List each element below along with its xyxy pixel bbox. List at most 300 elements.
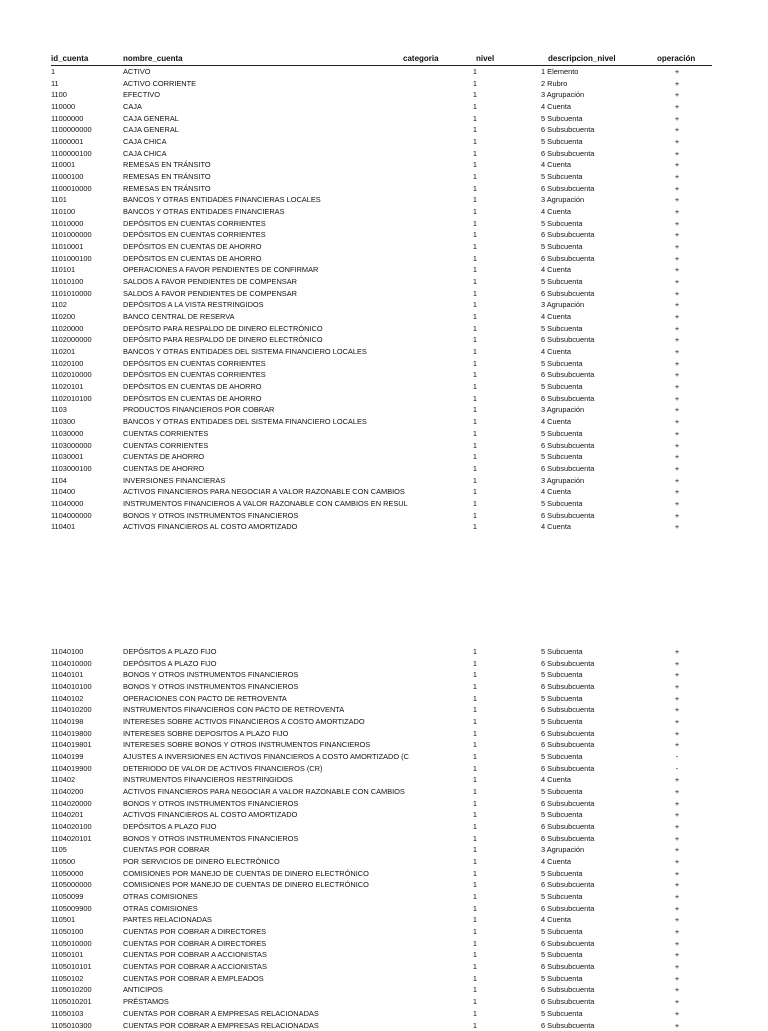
cell-nombre-cuenta: PARTES RELACIONADAS	[123, 914, 413, 926]
cell-operacion: +	[673, 961, 681, 973]
cell-operacion: +	[673, 844, 681, 856]
cell-nivel: 1	[469, 183, 477, 195]
cell-descripcion-nivel: 5 Subcuenta	[541, 358, 583, 370]
cell-operacion: +	[673, 369, 681, 381]
cell-id-cuenta: 1105010201	[51, 996, 92, 1008]
cell-operacion: +	[673, 984, 681, 996]
cell-descripcion-nivel: 5 Subcuenta	[541, 498, 583, 510]
cell-id-cuenta: 11050099	[51, 891, 83, 903]
cell-nivel: 1	[469, 938, 477, 950]
cell-nivel: 1	[469, 369, 477, 381]
cell-nivel: 1	[469, 833, 477, 845]
cell-nombre-cuenta: ACTIVOS FINANCIEROS PARA NEGOCIAR A VALOR RAZONABLE CON CAMBIOS	[123, 486, 413, 498]
cell-nombre-cuenta: EFECTIVO	[123, 89, 413, 101]
cell-nivel: 1	[469, 903, 477, 915]
table-row	[51, 264, 712, 276]
cell-operacion: +	[673, 299, 681, 311]
header-descripcion-nivel: descripcion_nivel	[548, 53, 616, 65]
cell-nombre-cuenta: DEPÓSITOS A LA VISTA RESTRINGIDOS	[123, 299, 413, 311]
table-row	[51, 440, 712, 452]
cell-id-cuenta: 11040201	[51, 809, 83, 821]
accounts-table-top	[51, 53, 712, 533]
cell-nombre-cuenta: CUENTAS POR COBRAR A EMPRESAS RELACIONADAS	[123, 1008, 413, 1020]
cell-nivel: 1	[469, 984, 477, 996]
cell-operacion: +	[673, 926, 681, 938]
cell-nivel: 1	[469, 716, 477, 728]
cell-nivel: 1	[469, 809, 477, 821]
cell-nombre-cuenta: DEPÓSITOS EN CUENTAS DE AHORRO	[123, 253, 413, 265]
cell-operacion: -	[673, 751, 681, 763]
cell-descripcion-nivel: 5 Subcuenta	[541, 241, 583, 253]
cell-id-cuenta: 110201	[51, 346, 75, 358]
cell-id-cuenta: 11020000	[51, 323, 83, 335]
cell-operacion: +	[673, 498, 681, 510]
table-row	[51, 78, 712, 90]
cell-nivel: 1	[469, 159, 477, 171]
cell-operacion: +	[673, 101, 681, 113]
table-row	[51, 868, 712, 880]
cell-id-cuenta: 1101010000	[51, 288, 92, 300]
cell-nivel: 1	[469, 218, 477, 230]
cell-descripcion-nivel: 4 Cuenta	[541, 346, 571, 358]
cell-nombre-cuenta: ACTIVO CORRIENTE	[123, 78, 413, 90]
table-row	[51, 1020, 712, 1031]
table-row	[51, 113, 712, 125]
cell-descripcion-nivel: 5 Subcuenta	[541, 136, 583, 148]
cell-nombre-cuenta: CUENTAS CORRIENTES	[123, 440, 413, 452]
cell-nivel: 1	[469, 113, 477, 125]
cell-nivel: 1	[469, 276, 477, 288]
cell-operacion: +	[673, 704, 681, 716]
cell-descripcion-nivel: 5 Subcuenta	[541, 1008, 583, 1020]
cell-nombre-cuenta: CAJA GENERAL	[123, 124, 413, 136]
cell-nivel: 1	[469, 844, 477, 856]
cell-descripcion-nivel: 6 Subsubcuenta	[541, 821, 594, 833]
cell-operacion: +	[673, 938, 681, 950]
cell-nombre-cuenta: DEPÓSITOS A PLAZO FIJO	[123, 646, 413, 658]
cell-descripcion-nivel: 5 Subcuenta	[541, 381, 583, 393]
cell-id-cuenta: 110101	[51, 264, 75, 276]
cell-nombre-cuenta: INVERSIONES FINANCIERAS	[123, 475, 413, 487]
table-row	[51, 510, 712, 522]
cell-nombre-cuenta: BONOS Y OTROS INSTRUMENTOS FINANCIEROS	[123, 669, 413, 681]
cell-nivel: 1	[469, 926, 477, 938]
table-row	[51, 299, 712, 311]
cell-id-cuenta: 110200	[51, 311, 75, 323]
table-row	[51, 334, 712, 346]
cell-operacion: +	[673, 1020, 681, 1031]
cell-nivel: 1	[469, 856, 477, 868]
cell-nombre-cuenta: BONOS Y OTROS INSTRUMENTOS FINANCIEROS	[123, 798, 413, 810]
table-row	[51, 253, 712, 265]
table-row	[51, 763, 712, 775]
cell-descripcion-nivel: 6 Subsubcuenta	[541, 510, 594, 522]
table-row	[51, 914, 712, 926]
cell-nombre-cuenta: BANCOS Y OTRAS ENTIDADES DEL SISTEMA FINANCIERO LOCALES	[123, 346, 413, 358]
table-row	[51, 475, 712, 487]
table-row	[51, 704, 712, 716]
cell-operacion: +	[673, 669, 681, 681]
cell-nombre-cuenta: ACTIVOS FINANCIEROS AL COSTO AMORTIZADO	[123, 521, 413, 533]
header-categoria: categoria	[403, 53, 439, 65]
cell-operacion: +	[673, 903, 681, 915]
cell-descripcion-nivel: 5 Subcuenta	[541, 973, 583, 985]
header-nombre-cuenta: nombre_cuenta	[123, 53, 413, 65]
table-row	[51, 856, 712, 868]
cell-nombre-cuenta: INSTRUMENTOS FINANCIEROS CON PACTO DE RETROVENTA	[123, 704, 413, 716]
table-row	[51, 693, 712, 705]
cell-nivel: 1	[469, 136, 477, 148]
cell-operacion: +	[673, 821, 681, 833]
cell-id-cuenta: 11010000	[51, 218, 83, 230]
cell-operacion: +	[673, 253, 681, 265]
cell-id-cuenta: 110001	[51, 159, 75, 171]
cell-descripcion-nivel: 6 Subsubcuenta	[541, 229, 594, 241]
cell-nivel: 1	[469, 973, 477, 985]
table-row	[51, 903, 712, 915]
cell-nombre-cuenta: CUENTAS CORRIENTES	[123, 428, 413, 440]
cell-nivel: 1	[469, 346, 477, 358]
cell-nivel: 1	[469, 1020, 477, 1031]
cell-nivel: 1	[469, 879, 477, 891]
cell-nombre-cuenta: INTERESES SOBRE BONOS Y OTROS INSTRUMENTOS FINANCIEROS	[123, 739, 413, 751]
table-row	[51, 926, 712, 938]
table-row	[51, 833, 712, 845]
cell-id-cuenta: 1104020000	[51, 798, 92, 810]
cell-descripcion-nivel: 5 Subcuenta	[541, 949, 583, 961]
table-row	[51, 1008, 712, 1020]
cell-descripcion-nivel: 5 Subcuenta	[541, 693, 583, 705]
cell-id-cuenta: 110400	[51, 486, 75, 498]
table-row	[51, 891, 712, 903]
cell-descripcion-nivel: 6 Subsubcuenta	[541, 798, 594, 810]
cell-nivel: 1	[469, 229, 477, 241]
table-row	[51, 961, 712, 973]
cell-descripcion-nivel: 3 Agrupación	[541, 844, 584, 856]
cell-nombre-cuenta: DEPÓSITOS EN CUENTAS DE AHORRO	[123, 381, 413, 393]
cell-nivel: 1	[469, 404, 477, 416]
cell-nombre-cuenta: BANCOS Y OTRAS ENTIDADES FINANCIERAS LOCALES	[123, 194, 413, 206]
cell-operacion: +	[673, 809, 681, 821]
cell-nivel: 1	[469, 669, 477, 681]
cell-operacion: +	[673, 973, 681, 985]
cell-id-cuenta: 1105010101	[51, 961, 92, 973]
cell-operacion: +	[673, 89, 681, 101]
cell-id-cuenta: 11050103	[51, 1008, 83, 1020]
table-row	[51, 658, 712, 670]
table-row	[51, 171, 712, 183]
cell-nombre-cuenta: CUENTAS POR COBRAR A ACCIONISTAS	[123, 961, 413, 973]
cell-operacion: +	[673, 148, 681, 160]
cell-id-cuenta: 1102010000	[51, 369, 92, 381]
table-row	[51, 938, 712, 950]
cell-nombre-cuenta: CUENTAS POR COBRAR A DIRECTORES	[123, 926, 413, 938]
cell-descripcion-nivel: 5 Subcuenta	[541, 276, 583, 288]
cell-nombre-cuenta: DEPÓSITOS A PLAZO FIJO	[123, 658, 413, 670]
cell-nivel: 1	[469, 704, 477, 716]
cell-operacion: +	[673, 124, 681, 136]
cell-nombre-cuenta: INSTRUMENTOS FINANCIEROS RESTRINGIDOS	[123, 774, 413, 786]
cell-operacion: +	[673, 728, 681, 740]
cell-operacion: +	[673, 393, 681, 405]
cell-descripcion-nivel: 6 Subsubcuenta	[541, 1020, 594, 1031]
cell-id-cuenta: 1100000000	[51, 124, 92, 136]
cell-descripcion-nivel: 6 Subsubcuenta	[541, 938, 594, 950]
cell-nombre-cuenta: ACTIVOS FINANCIEROS AL COSTO AMORTIZADO	[123, 809, 413, 821]
cell-nombre-cuenta: SALDOS A FAVOR PENDIENTES DE COMPENSAR	[123, 288, 413, 300]
cell-nivel: 1	[469, 646, 477, 658]
cell-descripcion-nivel: 6 Subsubcuenta	[541, 879, 594, 891]
cell-nombre-cuenta: CAJA CHICA	[123, 136, 413, 148]
cell-id-cuenta: 110300	[51, 416, 75, 428]
cell-descripcion-nivel: 4 Cuenta	[541, 311, 571, 323]
cell-nombre-cuenta: OPERACIONES CON PACTO DE RETROVENTA	[123, 693, 413, 705]
table-row	[51, 821, 712, 833]
cell-nivel: 1	[469, 148, 477, 160]
table-row	[51, 973, 712, 985]
table-row	[51, 218, 712, 230]
table-row	[51, 949, 712, 961]
cell-nombre-cuenta: CAJA CHICA	[123, 148, 413, 160]
cell-id-cuenta: 110401	[51, 521, 75, 533]
table-row	[51, 786, 712, 798]
cell-descripcion-nivel: 4 Cuenta	[541, 486, 571, 498]
cell-operacion: +	[673, 486, 681, 498]
cell-nombre-cuenta: BONOS Y OTROS INSTRUMENTOS FINANCIEROS	[123, 510, 413, 522]
table-row	[51, 486, 712, 498]
cell-nombre-cuenta: DEPÓSITOS EN CUENTAS CORRIENTES	[123, 218, 413, 230]
cell-nivel: 1	[469, 821, 477, 833]
cell-operacion: +	[673, 276, 681, 288]
cell-nombre-cuenta: SALDOS A FAVOR PENDIENTES DE COMPENSAR	[123, 276, 413, 288]
header-operacion: operación	[657, 53, 695, 65]
cell-operacion: +	[673, 381, 681, 393]
table-row	[51, 229, 712, 241]
cell-nivel: 1	[469, 440, 477, 452]
table-row	[51, 241, 712, 253]
cell-nivel: 1	[469, 101, 477, 113]
table-row	[51, 751, 712, 763]
cell-operacion: +	[673, 716, 681, 728]
cell-nombre-cuenta: CUENTAS DE AHORRO	[123, 451, 413, 463]
cell-operacion: +	[673, 288, 681, 300]
table-row	[51, 101, 712, 113]
cell-nombre-cuenta: CUENTAS POR COBRAR A EMPLEADOS	[123, 973, 413, 985]
cell-nombre-cuenta: INSTRUMENTOS FINANCIEROS A VALOR RAZONABLE CON CAMBIOS EN RESUL	[123, 498, 413, 510]
table-row	[51, 136, 712, 148]
cell-descripcion-nivel: 6 Subsubcuenta	[541, 369, 594, 381]
cell-id-cuenta: 1105	[51, 844, 67, 856]
cell-id-cuenta: 11000001	[51, 136, 83, 148]
table-row	[51, 774, 712, 786]
cell-descripcion-nivel: 6 Subsubcuenta	[541, 334, 594, 346]
cell-nombre-cuenta: DEPÓSITO PARA RESPALDO DE DINERO ELECTRÓNICO	[123, 323, 413, 335]
cell-nombre-cuenta: DETERIODO DE VALOR DE ACTIVOS FINANCIEROS (CR)	[123, 763, 413, 775]
cell-nivel: 1	[469, 124, 477, 136]
cell-operacion: +	[673, 996, 681, 1008]
cell-nombre-cuenta: BANCOS Y OTRAS ENTIDADES DEL SISTEMA FINANCIERO LOCALES	[123, 416, 413, 428]
cell-nivel: 1	[469, 914, 477, 926]
cell-id-cuenta: 1105009900	[51, 903, 92, 915]
cell-id-cuenta: 11030001	[51, 451, 83, 463]
cell-operacion: +	[673, 786, 681, 798]
cell-descripcion-nivel: 5 Subcuenta	[541, 716, 583, 728]
cell-nombre-cuenta: CUENTAS POR COBRAR A ACCIONISTAS	[123, 949, 413, 961]
cell-descripcion-nivel: 6 Subsubcuenta	[541, 288, 594, 300]
table-row	[51, 451, 712, 463]
table-body-top	[51, 66, 712, 533]
cell-descripcion-nivel: 5 Subcuenta	[541, 809, 583, 821]
cell-id-cuenta: 1103000100	[51, 463, 92, 475]
table-row	[51, 358, 712, 370]
accounts-table-bottom	[51, 646, 712, 1031]
cell-descripcion-nivel: 6 Subsubcuenta	[541, 148, 594, 160]
cell-nombre-cuenta: CUENTAS POR COBRAR A DIRECTORES	[123, 938, 413, 950]
cell-descripcion-nivel: 2 Rubro	[541, 78, 567, 90]
cell-descripcion-nivel: 4 Cuenta	[541, 774, 571, 786]
table-row	[51, 346, 712, 358]
cell-id-cuenta: 1101	[51, 194, 67, 206]
cell-nombre-cuenta: DEPÓSITOS EN CUENTAS CORRIENTES	[123, 369, 413, 381]
cell-operacion: +	[673, 206, 681, 218]
table-row	[51, 381, 712, 393]
cell-nombre-cuenta: CUENTAS DE AHORRO	[123, 463, 413, 475]
cell-nivel: 1	[469, 206, 477, 218]
cell-operacion: +	[673, 311, 681, 323]
cell-descripcion-nivel: 3 Agrupación	[541, 194, 584, 206]
cell-id-cuenta: 11040198	[51, 716, 83, 728]
cell-nivel: 1	[469, 658, 477, 670]
cell-id-cuenta: 11040200	[51, 786, 83, 798]
cell-descripcion-nivel: 4 Cuenta	[541, 416, 571, 428]
cell-nombre-cuenta: AJUSTES A INVERSIONES EN ACTIVOS FINANCIEROS A COSTO AMORTIZADO (C	[123, 751, 413, 763]
table-header	[51, 53, 712, 66]
cell-descripcion-nivel: 6 Subsubcuenta	[541, 739, 594, 751]
cell-id-cuenta: 11050101	[51, 949, 83, 961]
cell-nombre-cuenta: ANTICIPOS	[123, 984, 413, 996]
cell-id-cuenta: 1104019800	[51, 728, 92, 740]
cell-descripcion-nivel: 4 Cuenta	[541, 264, 571, 276]
cell-operacion: +	[673, 78, 681, 90]
cell-operacion: +	[673, 774, 681, 786]
cell-nombre-cuenta: DEPÓSITOS EN CUENTAS DE AHORRO	[123, 393, 413, 405]
table-row	[51, 809, 712, 821]
cell-operacion: +	[673, 868, 681, 880]
cell-id-cuenta: 110500	[51, 856, 75, 868]
cell-descripcion-nivel: 3 Agrupación	[541, 475, 584, 487]
cell-operacion: +	[673, 451, 681, 463]
cell-descripcion-nivel: 6 Subsubcuenta	[541, 903, 594, 915]
cell-id-cuenta: 11050102	[51, 973, 83, 985]
cell-nombre-cuenta: PRÉSTAMOS	[123, 996, 413, 1008]
cell-operacion: +	[673, 171, 681, 183]
cell-descripcion-nivel: 5 Subcuenta	[541, 428, 583, 440]
table-row	[51, 159, 712, 171]
table-row	[51, 194, 712, 206]
cell-nivel: 1	[469, 475, 477, 487]
cell-id-cuenta: 110402	[51, 774, 75, 786]
cell-nombre-cuenta: POR SERVICIOS DE DINERO ELECTRÓNICO	[123, 856, 413, 868]
cell-id-cuenta: 1104000000	[51, 510, 92, 522]
cell-operacion: +	[673, 1008, 681, 1020]
cell-id-cuenta: 1104019900	[51, 763, 92, 775]
cell-id-cuenta: 1103	[51, 404, 67, 416]
cell-operacion: +	[673, 428, 681, 440]
cell-operacion: +	[673, 159, 681, 171]
cell-id-cuenta: 11040199	[51, 751, 83, 763]
cell-nivel: 1	[469, 693, 477, 705]
table-row	[51, 369, 712, 381]
cell-descripcion-nivel: 4 Cuenta	[541, 159, 571, 171]
cell-operacion: +	[673, 739, 681, 751]
cell-id-cuenta: 11010001	[51, 241, 83, 253]
table-row	[51, 206, 712, 218]
cell-nombre-cuenta: COMISIONES POR MANEJO DE CUENTAS DE DINERO ELECTRÓNICO	[123, 868, 413, 880]
cell-id-cuenta: 11020100	[51, 358, 83, 370]
cell-id-cuenta: 1104	[51, 475, 67, 487]
cell-id-cuenta: 1102000000	[51, 334, 92, 346]
cell-nombre-cuenta: BONOS Y OTROS INSTRUMENTOS FINANCIEROS	[123, 833, 413, 845]
cell-id-cuenta: 1104010100	[51, 681, 92, 693]
cell-descripcion-nivel: 5 Subcuenta	[541, 451, 583, 463]
cell-operacion: +	[673, 510, 681, 522]
cell-nivel: 1	[469, 288, 477, 300]
cell-nombre-cuenta: COMISIONES POR MANEJO DE CUENTAS DE DINERO ELECTRÓNICO	[123, 879, 413, 891]
cell-id-cuenta: 11040100	[51, 646, 83, 658]
cell-id-cuenta: 1101000000	[51, 229, 92, 241]
cell-operacion: +	[673, 879, 681, 891]
cell-nivel: 1	[469, 416, 477, 428]
cell-descripcion-nivel: 4 Cuenta	[541, 101, 571, 113]
cell-nombre-cuenta: OTRAS COMISIONES	[123, 903, 413, 915]
cell-id-cuenta: 1	[51, 66, 55, 78]
cell-id-cuenta: 11040101	[51, 669, 83, 681]
cell-id-cuenta: 11	[51, 78, 59, 90]
cell-operacion: +	[673, 404, 681, 416]
cell-nombre-cuenta: ACTIVOS FINANCIEROS PARA NEGOCIAR A VALOR RAZONABLE CON CAMBIOS	[123, 786, 413, 798]
cell-descripcion-nivel: 5 Subcuenta	[541, 926, 583, 938]
cell-id-cuenta: 1100000100	[51, 148, 92, 160]
cell-nivel: 1	[469, 891, 477, 903]
cell-nivel: 1	[469, 358, 477, 370]
header-id-cuenta: id_cuenta	[51, 53, 88, 65]
cell-id-cuenta: 1100	[51, 89, 67, 101]
cell-operacion: +	[673, 358, 681, 370]
cell-id-cuenta: 11010100	[51, 276, 83, 288]
cell-nombre-cuenta: ACTIVO	[123, 66, 413, 78]
cell-operacion: +	[673, 218, 681, 230]
cell-id-cuenta: 11020101	[51, 381, 83, 393]
cell-operacion: +	[673, 334, 681, 346]
cell-id-cuenta: 110501	[51, 914, 75, 926]
cell-descripcion-nivel: 6 Subsubcuenta	[541, 833, 594, 845]
cell-id-cuenta: 1105010300	[51, 1020, 92, 1031]
table-row	[51, 879, 712, 891]
cell-descripcion-nivel: 5 Subcuenta	[541, 218, 583, 230]
cell-id-cuenta: 1104010200	[51, 704, 92, 716]
cell-nivel: 1	[469, 334, 477, 346]
cell-nivel: 1	[469, 521, 477, 533]
cell-operacion: +	[673, 475, 681, 487]
cell-descripcion-nivel: 4 Cuenta	[541, 206, 571, 218]
cell-id-cuenta: 1101000100	[51, 253, 92, 265]
cell-descripcion-nivel: 6 Subsubcuenta	[541, 984, 594, 996]
cell-id-cuenta: 1105010000	[51, 938, 92, 950]
cell-id-cuenta: 1103000000	[51, 440, 92, 452]
cell-descripcion-nivel: 5 Subcuenta	[541, 891, 583, 903]
cell-descripcion-nivel: 5 Subcuenta	[541, 786, 583, 798]
cell-nombre-cuenta: DEPÓSITOS EN CUENTAS CORRIENTES	[123, 229, 413, 241]
